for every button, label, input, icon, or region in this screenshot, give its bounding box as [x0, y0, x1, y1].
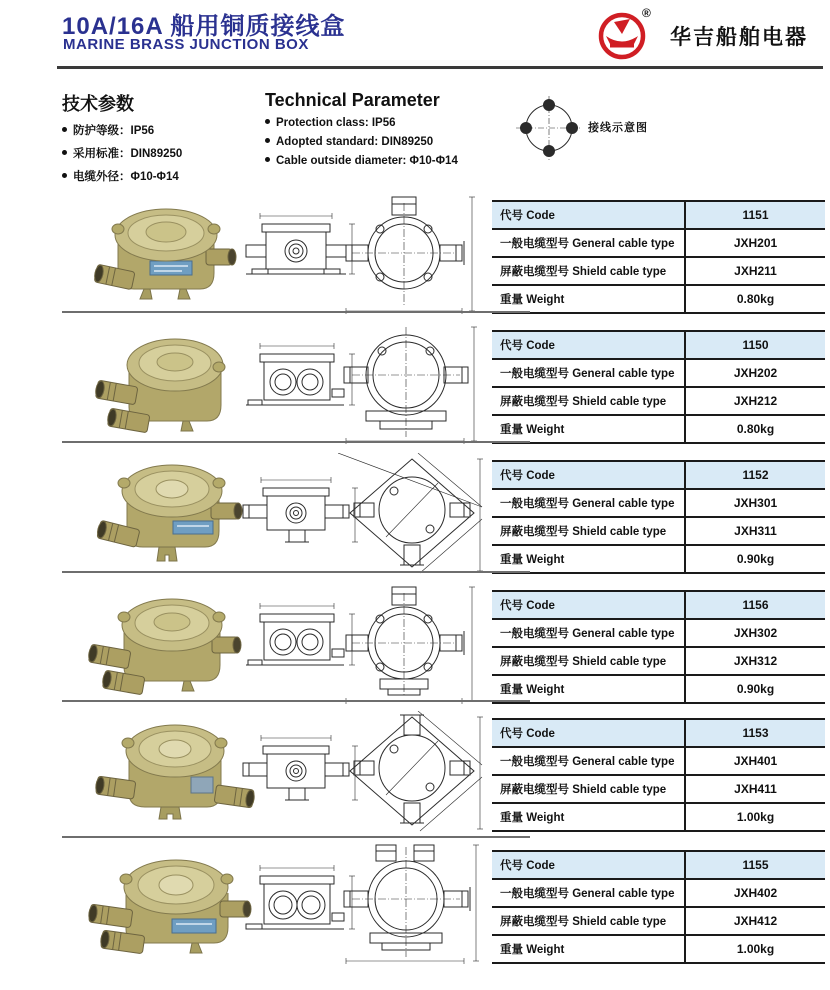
- table-row: [492, 415, 825, 443]
- code-label: 代号 Code: [492, 719, 685, 747]
- table-row: [492, 489, 825, 517]
- general-cable-value: JXH201: [685, 229, 825, 257]
- product-row: [0, 453, 830, 579]
- weight-value: 0.80kg: [685, 415, 825, 443]
- product-row: [0, 843, 830, 969]
- page-title-cn: 10A/16A 船用铜质接线盒: [62, 13, 346, 40]
- param-standard-cn: 采用标准：DIN89250: [73, 148, 183, 160]
- general-cable-label: 一般电缆型号 General cable type: [492, 229, 685, 257]
- weight-label: 重量 Weight: [492, 935, 685, 963]
- table-row: [492, 229, 825, 257]
- weight-label: 重量 Weight: [492, 415, 685, 443]
- weight-label: 重量 Weight: [492, 675, 685, 703]
- tech-params-en: [265, 90, 458, 174]
- general-cable-label: 一般电缆型号 General cable type: [492, 359, 685, 387]
- table-row: [492, 719, 825, 747]
- product-row: [0, 193, 830, 319]
- code-value: 1152: [685, 461, 825, 489]
- table-row: [492, 747, 825, 775]
- table-row: [492, 619, 825, 647]
- header-divider: [57, 66, 823, 69]
- shield-cable-value: JXH311: [685, 517, 825, 545]
- bullet-icon: [62, 150, 67, 155]
- company-logo: [596, 8, 656, 64]
- top-view-drawing: [340, 195, 480, 317]
- top-view-drawing: [338, 453, 486, 577]
- code-label: 代号 Code: [492, 201, 685, 229]
- top-view-drawing: [340, 585, 480, 707]
- bullet-icon: [265, 119, 270, 124]
- spec-table: [492, 200, 825, 314]
- bullet-icon: [265, 157, 270, 162]
- product-row: [0, 323, 830, 449]
- tech-param-item: [265, 117, 458, 129]
- shield-cable-value: JXH211: [685, 257, 825, 285]
- general-cable-label: 一般电缆型号 General cable type: [492, 747, 685, 775]
- table-row: [492, 285, 825, 313]
- weight-value: 0.90kg: [685, 545, 825, 573]
- spec-table: [492, 330, 825, 444]
- shield-cable-label: 屏蔽电缆型号 Shield cable type: [492, 647, 685, 675]
- product-row: [0, 583, 830, 709]
- param-standard-en: Adopted standard: DIN89250: [276, 136, 434, 148]
- bullet-icon: [62, 173, 67, 178]
- weight-value: 1.00kg: [685, 935, 825, 963]
- weight-label: 重量 Weight: [492, 803, 685, 831]
- spec-table: [492, 850, 825, 964]
- spec-table: [492, 460, 825, 574]
- table-row: [492, 545, 825, 573]
- top-view-drawing: [338, 711, 486, 835]
- table-row: [492, 775, 825, 803]
- param-protection-en: Protection class: IP56: [276, 117, 396, 129]
- table-row: [492, 387, 825, 415]
- general-cable-label: 一般电缆型号 General cable type: [492, 489, 685, 517]
- spec-table: [492, 718, 825, 832]
- code-value: 1153: [685, 719, 825, 747]
- brand-name: 华吉船舶电器: [670, 26, 808, 49]
- table-row: [492, 517, 825, 545]
- table-row: [492, 935, 825, 963]
- top-view-drawing: [340, 843, 480, 967]
- table-row: [492, 879, 825, 907]
- tech-params-heading-cn: 技术参数: [62, 94, 134, 114]
- general-cable-value: JXH301: [685, 489, 825, 517]
- table-row: [492, 331, 825, 359]
- row-divider: [62, 836, 530, 838]
- tech-param-item: [265, 155, 458, 167]
- general-cable-value: JXH202: [685, 359, 825, 387]
- shield-cable-label: 屏蔽电缆型号 Shield cable type: [492, 775, 685, 803]
- weight-value: 0.80kg: [685, 285, 825, 313]
- shield-cable-label: 屏蔽电缆型号 Shield cable type: [492, 257, 685, 285]
- product-photo: [95, 715, 255, 833]
- tech-param-item: [62, 168, 182, 184]
- code-label: 代号 Code: [492, 461, 685, 489]
- table-row: [492, 359, 825, 387]
- page-title-en: MARINE BRASS JUNCTION BOX: [63, 36, 309, 53]
- tech-param-item: [62, 122, 182, 138]
- code-value: 1151: [685, 201, 825, 229]
- tech-params-heading-en: Technical Parameter: [265, 90, 440, 110]
- row-divider: [62, 441, 530, 443]
- shield-cable-label: 屏蔽电缆型号 Shield cable type: [492, 387, 685, 415]
- general-cable-label: 一般电缆型号 General cable type: [492, 879, 685, 907]
- row-divider: [62, 700, 530, 702]
- bullet-icon: [62, 127, 67, 132]
- general-cable-value: JXH402: [685, 879, 825, 907]
- shield-cable-value: JXH412: [685, 907, 825, 935]
- tech-param-item: [265, 136, 458, 148]
- shield-cable-value: JXH212: [685, 387, 825, 415]
- product-photo: [88, 849, 258, 967]
- table-row: [492, 803, 825, 831]
- shield-cable-value: JXH312: [685, 647, 825, 675]
- bullet-icon: [265, 138, 270, 143]
- weight-value: 0.90kg: [685, 675, 825, 703]
- general-cable-label: 一般电缆型号 General cable type: [492, 619, 685, 647]
- table-row: [492, 201, 825, 229]
- code-value: 1156: [685, 591, 825, 619]
- shield-cable-label: 屏蔽电缆型号 Shield cable type: [492, 907, 685, 935]
- code-value: 1155: [685, 851, 825, 879]
- junction-box-schematic-icon: [512, 94, 586, 162]
- shield-cable-label: 屏蔽电缆型号 Shield cable type: [492, 517, 685, 545]
- param-diameter-en: Cable outside diameter: Φ10-Φ14: [276, 155, 458, 167]
- table-row: [492, 851, 825, 879]
- table-row: [492, 675, 825, 703]
- code-label: 代号 Code: [492, 591, 685, 619]
- row-divider: [62, 311, 530, 313]
- param-protection-cn: 防护等级：IP56: [73, 125, 155, 137]
- param-diameter-cn: 电缆外径：Φ10-Φ14: [73, 171, 179, 183]
- row-divider: [62, 571, 530, 573]
- product-row: [0, 711, 830, 837]
- brand-block: [596, 8, 826, 64]
- code-label: 代号 Code: [492, 851, 685, 879]
- tech-params-cn: [62, 90, 182, 191]
- registered-mark: ®: [642, 6, 651, 20]
- top-view-drawing: [340, 323, 480, 447]
- table-row: [492, 257, 825, 285]
- table-row: [492, 461, 825, 489]
- product-photo: [95, 455, 245, 575]
- general-cable-value: JXH401: [685, 747, 825, 775]
- weight-label: 重量 Weight: [492, 285, 685, 313]
- product-photo: [95, 327, 245, 445]
- shield-cable-value: JXH411: [685, 775, 825, 803]
- table-row: [492, 591, 825, 619]
- table-row: [492, 907, 825, 935]
- product-photo: [88, 587, 248, 705]
- code-label: 代号 Code: [492, 331, 685, 359]
- table-row: [492, 647, 825, 675]
- general-cable-value: JXH302: [685, 619, 825, 647]
- weight-value: 1.00kg: [685, 803, 825, 831]
- schematic-label: 接线示意图: [588, 122, 648, 134]
- spec-table: [492, 590, 825, 704]
- tech-param-item: [62, 145, 182, 161]
- product-photo: [88, 197, 238, 312]
- weight-label: 重量 Weight: [492, 545, 685, 573]
- code-value: 1150: [685, 331, 825, 359]
